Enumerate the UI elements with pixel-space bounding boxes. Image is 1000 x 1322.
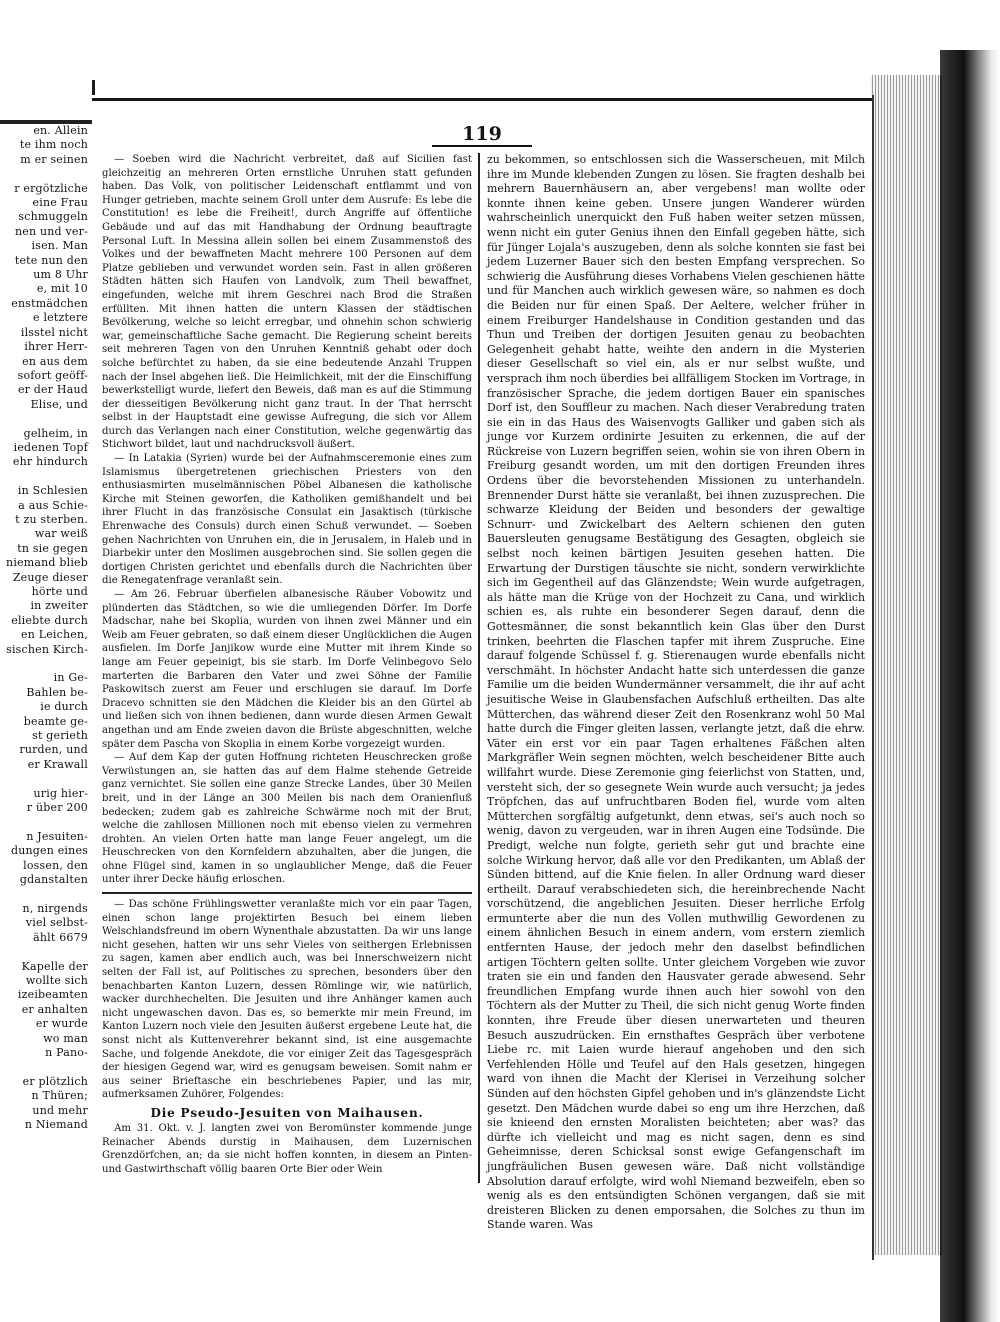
left-page-line: iedenen Topf xyxy=(13,440,88,454)
left-page-line: in zweiter xyxy=(30,599,88,613)
left-page-line: gelheim, in xyxy=(23,426,88,440)
scan-background-shadow xyxy=(940,50,1000,1322)
left-page-line xyxy=(0,1060,92,1074)
left-page-line: a aus Schie- xyxy=(18,498,88,512)
left-page-line: tn sie gegen xyxy=(17,541,88,555)
article-paragraph: — Soeben wird die Nachricht verbreitet, daß auf Sicilien fast gleichzeitig an mehreren Orten ernstliche Unruhen statt gefunden haben. Das Volk, von politischer Leidenschaft entflammt und von Hunger getrieben, machte seinem Groll unter dem Ausrufe: Es lebe die Constitution! es lebe die Freiheit!, durch Angriffe auf öffentliche Gebäude und auf das mit Handhabung der Ordnung beauftragte Personal Luft. In Messina allein sollen bei einem Zusammenstoß des Volkes und der bewaffneten Macht mehrere 100 Personen auf dem Platze geblieben und verwundet worden sein. Fast in allen größeren Städten hätten sich Haufen von Landvolk, zum Theil bewaffnet, eingefunden, welche mit ihrem Geschrei nach Brod die Straßen erfüllten. Mit ihnen hatten die untern Klassen der städtischen Bevölkerung, welche so leicht erregbar, und ohnehin schon schwierig war, gemeinschaftliche Sache gemacht. Die Regierung scheint bereits seit mehreren Tagen von den Unruhen Kenntniß gehabt oder doch solche befürchtet zu haben, da sie eine bedeutende Anzahl Truppen nach der Insel abgehen ließ. Die Heimlichkeit, mit der die Einschiffung bewerkstelligt wurde, liefert den Beweis, daß man es auf die Stimmung der diesseitigen Bevölkerung nicht ganz traut. In der That herrscht selbst in der Hauptstadt eine gewisse Aufregung, die sich vor Allem durch das Verlangen nach einer Constitution, welche gegenwärtig das Stichwort bildet, laut und nachdrucksvoll äußert. xyxy=(102,154,472,451)
left-page-line: eliebte durch xyxy=(11,613,88,627)
left-page-line: ählt 6679 xyxy=(33,930,88,944)
left-page-line: n Niemand xyxy=(24,1118,88,1132)
left-page-line: te ihm noch xyxy=(19,138,88,152)
right-column xyxy=(487,153,865,1232)
main-page xyxy=(92,95,874,1260)
article-subheading: Die Pseudo-Jesuiten von Maihausen. xyxy=(150,1105,424,1120)
left-page-line: en Leichen, xyxy=(21,628,88,642)
left-page-line: Bahlen be- xyxy=(26,685,88,699)
left-page-line: e, mit 10 xyxy=(36,282,88,296)
left-page-line: r ergötzliche xyxy=(14,181,88,195)
left-page-line: nen und ver- xyxy=(15,224,88,238)
left-page-line: n Jesuiten- xyxy=(26,829,88,843)
left-page-line: n Thüren; xyxy=(31,1089,88,1103)
left-page-line: in Schlesien xyxy=(17,484,88,498)
left-page-line: Zeuge dieser xyxy=(12,570,88,584)
left-page-line xyxy=(0,772,92,786)
final-paragraph-block xyxy=(102,1122,472,1176)
left-column-articles xyxy=(102,153,472,1102)
article-paragraph: — In Latakia (Syrien) wurde bei der Aufnahmsceremonie eines zum Islamismus übergetretenen griechischen Priesters von den enthusiasmirten muselmännischen Pöbel Albanesen die katholische Kirche mit Steinen geworfen, die Katholiken gemißhandelt und bei ihrer Flucht in das französische Consulat ein Jasaktisch (türkische Ehrenwache des Consuls) durch einen Schuß verwundet. — Soeben gehen Nachrichten von Unruhen ein, die in Jerusalem, in Haleb und in Diarbekir unter den Moslimen ausgebrochen sind. Sie sollen gegen die dortigen Christen gerichtet und ebenfalls durch die Nachrichten über die Renegatenfrage veranlaßt sein. xyxy=(102,453,472,587)
left-page-line: ihrer Herr- xyxy=(24,340,88,354)
left-page-line xyxy=(0,888,92,902)
left-page-line: r über 200 xyxy=(26,801,88,815)
left-page-line: er der Haud xyxy=(17,383,88,397)
left-page-line: dungen eines xyxy=(10,844,88,858)
left-page-line: m er seinen xyxy=(20,152,88,166)
left-page-line: er anhalten xyxy=(21,1002,88,1016)
left-page-line: Kapelle der xyxy=(21,959,88,973)
left-page-line xyxy=(0,167,92,181)
left-page-line: schmuggeln xyxy=(18,210,88,224)
left-page-line: niemand blieb xyxy=(6,556,88,570)
article-paragraph: zu bekommen, so entschlossen sich die Wasserscheuen, mit Milch ihre im Munde klebenden Zungen zu lösen. Sie fragten deshalb bei mehrern Bauernhäusern an, aber vergebens! man wollte oder konnte ihnen keine geben. Unsere jungen Wanderer würden wahrscheinlich unerquickt den Fuß haben weiter setzen müssen, wenn nicht ein guter Genius ihnen den Einfall gegeben hätte, sich für Jünger Lojala's auszugeben, denn als solche konnten sie fast bei jedem Luzerner Bauer sich den besten Empfang versprechen. So schwierig die Ausführung dieses Vorhabens Vielen geschienen hätte und für Manchen auch wirklich gewesen wäre, so nahmen es doch die Beiden nur für einen Spaß. Der Aeltere, welcher früher in einem Freiburger Handelshause in Condition gestanden und das Thun und Treiben der dortigen Jesuiten genau zu beobachten Gelegenheit gehabt hatte, weihte den andern in die Mysterien dieser Gesellschaft so viel ein, als er nur selbst wußte, und versprach ihm noch überdies bei allfälligem Stocken im Vortrage, in französischer Sprache, die jedem dortigen Bauer ein spanisches Dorf ist, den Souffleur zu machen. Nach dieser Verabredung traten sie ein in das Haus des Waisenvogts Galliker und gaben sich als junge vor Kurzem ordinirte Jesuiten zu erkennen, die auf der Rückreise von Luzern begriffen seien, wohin sie von ihren Obern in Freiburg gesandt worden, um mit den dortigen Freunden ihres Ordens über die bevorstehenden Missionen zu unterhandeln. Brennender Durst hätte sie veranlaßt, bei ihnen zuzusprechen. Die schwarze Kleidung der Beiden und besonders der gewaltige Schnurr- und Zwickelbart des Aeltern schienen den guten Bauersleuten genugsame Bestätigung des Gesagten, obgleich sie selbst noch keinen bärtigen Jesuiten gesehen hatten. Die Erwartung der Durstigen täuschte sie nicht, sondern verwirklichte sich im Gegentheil auf das Glänzendste; Wein wurde aufgetragen, als hätte man die Krüge von der Hochzeit zu Cana, und wirklich schien es, als ruhte ein besonderer Segen darauf, denn die Gottesmänner, die sonst bekanntlich kein Glas über den Durst trinken, beehrten die Flaschen tapfer mit ihrem Zuspruche. Eine darauf folgende Schüssel f. g. Stierenaugen wurde ebenfalls nicht verschmäht. In höchster Andacht hatte sich unterdessen die ganze Familie um die beiden Wundermänner versammelt, die ihr auf acht jesuitische Weise in Glaubensfachen Aufschluß ertheilten. Das alte Mütterchen, das während dieser Zeit den Rosenkranz wohl 50 Mal hatte durch die Finger gleiten lassen, verlangte jetzt, daß die ehrw. Väter ein erst vor ein paar Tagen erhaltenes Fäßchen alten Markgräfler Wein segnen möchten, welch bescheidener Bitte auch willfahrt wurde. Diese Zeremonie ging feierlichst von Statten, und, versteht sich, der so gesegnete Wein wurde auch versucht; ja jedes Tröpfchen, das auf unfruchtbaren Boden fiel, wurde vom alten Mütterchen sorgfältig aufgetunkt, denn etwas, sei's auch noch so wenig, davon zu vergeuden, war in ihren Augen eine Todsünde. Die Predigt, welche nun folgte, gerieth sehr gut und brachte eine solche Wirkung hervor, daß alle vor den Predikanten, um Ablaß der Sünden bittend, auf die Knie fielen. In aller Ordnung ward dieser ertheilt. Darauf verabschiedeten sich, die hereinbrechende Nacht vorschützend, die angeblichen Jesuiten. Dieser herrliche Erfolg ermunterte aber die nun des Vollen muthwillig Gewordenen zu einem ähnlichen Besuch in einem andern, vom erstern ziemlich entfernten Hause, der jedoch mehr den daselbst befindlichen artigen Töchtern gelten sollte. Unter gleichem Vorgeben wie zuvor traten sie ein und fanden den Hausvater gerade abwesend. Sehr freundlichen Empfang wurde ihnen auch hier sowohl von den Töchtern als der Mutter zu Theil, die sich nicht genug Worte finden konnten, ihre Freude über diesen unerwarteten und theuren Besuch auszudrücken. Ein ernsthaftes Gespräch über verbotene Liebe rc. mit Laien wurde hierauf angehoben und den sich Verfehlenden Hölle und Teufel auf den Hals gesetzen, hingegen ward von ihnen die Macht der Klerisei in Verzeihung solcher Sünden auf den höchsten Gipfel gehoben und in's glänzendste Licht gesetzt. Den Mädchen wurde dabei so eng um ihre Herzchen, daß sie knieend den ernsten Moralisten beichteten; aber was? das dürfte ich vielleicht und mag es nicht sagen, denn es sind Geheimnisse, deren Schicksal sonst ewige Gefangenschaft im jungfräulichen Busen gewesen wäre. Daß nicht vollständige Absolution darauf erfolgte, wird wohl Niemand bezweifeln, eben so wenig als es den entsündigten Schönen vergangen, daß sie mit dreisteren Blicken zu denen emporsahen, die Solches zu thun im Stande waren. Was xyxy=(487,153,865,1232)
article-paragraph: — Am 26. Februar überfielen albanesische Räuber Vobowitz und plünderten das Städtchen, so wie die umliegenden Dörfer. Im Dorfe Madschar, nahe bei Skoplia, wurden von ihnen zwei Männer und ein Weib am Feuer gebraten, so daß einem dieser Unglücklichen die Augen ausfielen. Im Dorfe Janjikow wurde eine Mutter mit ihrem Kinde so lange am Feuer gepeinigt, bis sie starb. Im Dorfe Velinbegovo Selo marterten die Barbaren den Vater und zwei Söhne der Familie Paskowitsch zuerst am Feuer und erschlugen sie darauf. Im Dorfe Dracevo schnitten sie den Mädchen die Kleider bis an den Gürtel ab und ließen sich von ihnen bedienen, dann wurde diesen Armen Gewalt angethan und am Ende zweien davon die Brüste abgeschnitten, welche später dem Pascha von Skoplia in einem Korbe vorgezeigt wurden. xyxy=(102,589,472,750)
left-page-line: gdanstalten xyxy=(19,873,88,887)
left-column xyxy=(102,153,472,1173)
left-page-line: lossen, den xyxy=(23,858,88,872)
left-page-line: Elise, und xyxy=(30,397,88,411)
left-page-fragment xyxy=(0,80,95,1240)
left-page-line xyxy=(0,945,92,959)
left-page-line: en. Allein xyxy=(33,124,88,137)
left-page-line: n Pano- xyxy=(45,1046,88,1059)
left-page-line: rurden, und xyxy=(19,743,88,757)
left-page-line: enstmädchen xyxy=(11,296,88,310)
left-page-line: eine Frau xyxy=(32,196,88,210)
left-page-line: e letztere xyxy=(33,311,88,325)
article-paragraph: — Auf dem Kap der guten Hoffnung richteten Heuschrecken große Verwüstungen an, sie hatten das auf dem Halme stehende Getreide ganz vernichtet. Sie sollen eine ganze Strecke Landes, über 30 Meilen breit, und in der Länge an 300 Meilen bis nach dem Oranienfluß bedecken; zudem gab es zahlreiche Schwärme noch mit der Brut, welche die zahllosen Millionen noch mit ebenso vielen zu vermehren drohten. An vielen Orten hatte man lange Feuer angelegt, um die Heuschrecken von den Kornfeldern abzuhalten, aber die jungen, die ohne Flügel sind, kamen in so unglaublicher Menge, daß die Feuer unter ihrer Decke häufig erloschen. xyxy=(102,752,472,886)
left-page-line: sischen Kirch- xyxy=(6,642,88,656)
left-page-line: viel selbst- xyxy=(25,916,88,930)
left-page-line: wollte sich xyxy=(25,973,88,987)
left-page-line: beamte ge- xyxy=(23,714,88,728)
left-page-line: en aus dem xyxy=(22,354,88,368)
left-page-line: tete nun den xyxy=(14,253,88,267)
left-page-line: izeibeamten xyxy=(17,988,88,1002)
left-page-line xyxy=(0,816,92,830)
left-page-line: er plötzlich xyxy=(22,1074,88,1088)
left-page-line: sofort geöff- xyxy=(17,368,88,382)
left-page-line: um 8 Uhr xyxy=(33,268,88,282)
left-page-line: er Krawall xyxy=(27,757,88,771)
left-page-text xyxy=(0,124,92,1132)
final-paragraph: Am 31. Okt. v. J. langten zwei von Beromünster kommende junge Reinacher Abends durstig in Maihausen, dem Luzernischen Grenzdörfchen, an; da sie nicht hoffen konnten, in diesem an Pinten- und Gastwirthschaft völlig baaren Orte Bier oder Wein xyxy=(102,1122,472,1175)
top-rule xyxy=(92,98,872,101)
left-page-line: hörte und xyxy=(31,585,88,598)
article-paragraph: — Das schöne Frühlingswetter veranlaßte mich vor ein paar Tagen, einen schon lange projektirten Besuch bei einem lieben Welschlandsfreund im obern Wynenthale abzustatten. Da wir uns lange nicht gesehen, hatten wir uns sehr Vieles von seithergen Erlebnissen zu sagen, kamen aber endlich auch, was bei Innerschweizern nicht selten der Fall ist, auf Politisches zu sprechen, besonders über den benachbarten Kanton Luzern, dessen Römlinge wir, wie natürlich, wacker durchhechelten. Die Jesuiten und ihre Anhänger kamen auch nicht ungewaschen davon. Das es, so bemerkte mir mein Freund, im Kanton Luzern noch viele den Jesuiten äußerst ergebene Leute hat, die sonst nicht als Kuttenverehrer bekannt sind, ist eine ausgemachte Sache, und folgende Anekdote, die vor einiger Zeit das Tagesgespräch der hiesigen Gegend war, wird es genugsam beweisen. Somit nahm er aus seiner Brieftasche ein beschriebenes Papier, und las mir, aufmerksamen Zuhörer, Folgendes: xyxy=(102,899,472,1101)
left-page-line: und mehr xyxy=(32,1103,88,1117)
left-page-line xyxy=(0,657,92,671)
left-page-line xyxy=(0,412,92,426)
right-column-text xyxy=(487,153,865,1233)
book-page-edges xyxy=(870,75,942,1255)
article-separator xyxy=(102,892,472,894)
left-page-line: ilsstel nicht xyxy=(20,325,88,339)
left-page-line: urig hier- xyxy=(33,786,88,800)
left-page-line xyxy=(0,470,92,484)
left-page-line: in Ge- xyxy=(53,671,88,685)
left-page-line: isen. Man xyxy=(31,239,88,253)
left-page-line: t zu sterben. xyxy=(15,512,88,526)
left-page-line: wo man xyxy=(43,1031,88,1045)
left-page-line: st gerieth xyxy=(32,729,88,743)
left-page-line: er wurde xyxy=(35,1017,88,1031)
page-number: 119 xyxy=(432,123,532,147)
left-page-line: ehr hindurch xyxy=(12,455,88,469)
left-page-line: ie durch xyxy=(40,700,88,714)
column-divider xyxy=(478,153,480,1183)
left-page-line: n, nirgends xyxy=(22,901,88,915)
left-page-line: war weiß xyxy=(34,527,88,541)
